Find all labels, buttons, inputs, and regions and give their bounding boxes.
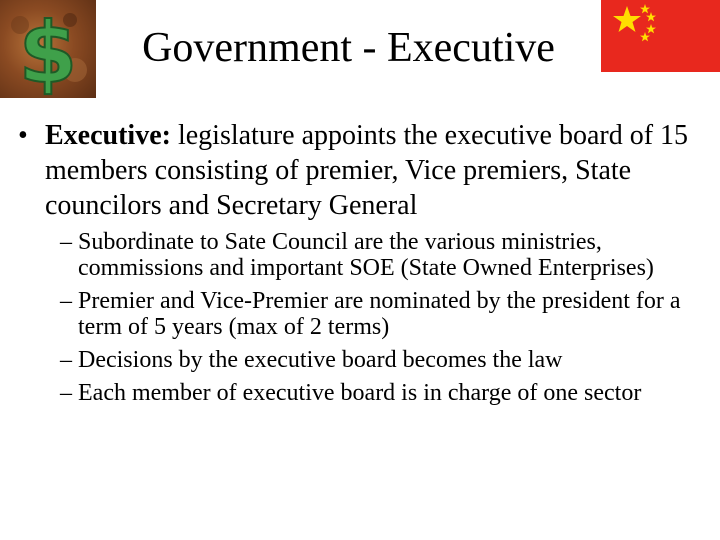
slide-title: Government - Executive bbox=[142, 25, 555, 71]
bullet-marker: • bbox=[18, 120, 28, 151]
sub-bullet bbox=[60, 380, 708, 406]
sub-bullet-text: Premier and Vice-Premier are nominated by the president for a term of 5 years (max of 2 terms) bbox=[78, 288, 681, 340]
sub-bullet bbox=[60, 347, 708, 373]
sub-bullet-marker: – bbox=[60, 288, 72, 314]
sub-bullet bbox=[60, 229, 708, 281]
main-bullet bbox=[18, 118, 708, 223]
sub-bullet-marker: – bbox=[60, 229, 72, 255]
sub-bullet-marker: – bbox=[60, 380, 72, 406]
slide-content bbox=[18, 118, 708, 413]
dollar-logo bbox=[0, 0, 96, 98]
sub-bullet-text: Subordinate to Sate Council are the various ministries, commissions and important SOE (State Owned Enterprises) bbox=[78, 229, 654, 281]
sub-bullet bbox=[60, 288, 708, 340]
bullet-lead: Executive: bbox=[45, 120, 171, 151]
sub-bullet-text: Decisions by the executive board becomes the law bbox=[78, 347, 563, 373]
bullet-text: legislature appoints the executive board of 15 members consisting of premier, Vice premiers, State councilors and Secretary General bbox=[45, 120, 689, 221]
svg-text:$: $ bbox=[18, 4, 78, 98]
sub-bullet-text: Each member of executive board is in charge of one sector bbox=[78, 380, 642, 406]
sub-bullet-list bbox=[18, 229, 708, 406]
dollar-sign-icon bbox=[0, 0, 96, 98]
china-flag-icon bbox=[601, 0, 720, 72]
sub-bullet-marker: – bbox=[60, 347, 72, 373]
china-flag bbox=[601, 0, 720, 72]
